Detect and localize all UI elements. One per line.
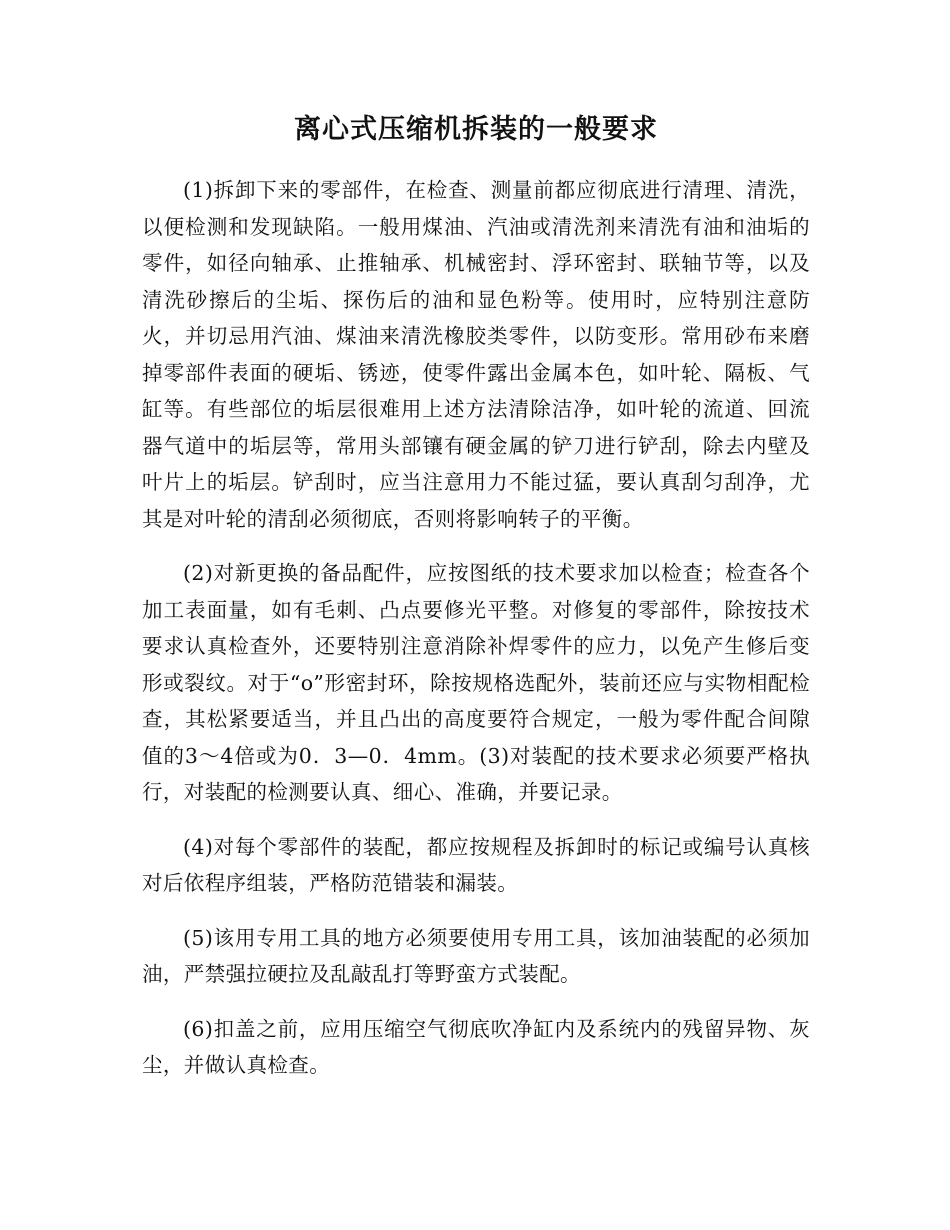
paragraph-5: (6)扣盖之前，应用压缩空气彻底吹净缸内及系统内的残留异物、灰尘，并做认真检查。 [142,1016,810,1077]
document-title: 离心式压缩机拆装的一般要求 [294,114,658,145]
paragraph-3: (4)对每个零部件的装配，都应按规程及拆卸时的标记或编号认真核对后依程序组装，严格防范错装和漏装。 [142,834,810,895]
paragraph-2: (2)对新更换的备品配件，应按图纸的技术要求加以检查；检查各个加工表面量，如有毛刺、凸点要修光平整。对修复的零部件，除按技术要求认真检查外，还要特别注意消除补焊零件的应力，以免产生修后变形或裂纹。对于“o”形密封环，除按规格选配外，装前还应与实物相配检查，其松紧要适当，并且凸出的高度要符合规定，一般为零件配合间隙值的3～4倍或为0．3—0．4mm。(3)对装配的技术要求必须要严格执行，对装配的检测要认真、细心、准确，并要记录。 [142,561,810,804]
paragraph-1: (1)拆卸下来的零部件，在检查、测量前都应彻底进行清理、清洗，以便检测和发现缺陷。一般用煤油、汽油或清洗剂来清洗有油和油垢的零件，如径向轴承、止推轴承、机械密封、浮环密封、联轴节等，以及清洗砂擦后的尘垢、探伤后的油和显色粉等。使用时，应特别注意防火，并切忌用汽油、煤油来清洗橡胶类零件，以防变形。常用砂布来磨掉零部件表面的硬垢、锈迹，使零件露出金属本色，如叶轮、隔板、气缸等。有些部位的垢层很难用上述方法清除洁净，如叶轮的流道、回流器气道中的垢层等，常用头部镶有硬金属的铲刀进行铲刮，除去内壁及叶片上的垢层。铲刮时，应当注意用力不能过猛，要认真刮匀刮净，尤其是对叶轮的清刮必须彻底，否则将影响转子的平衡。 [142,178,810,531]
paragraph-4: (5)该用专用工具的地方必须要使用专用工具，该加油装配的必须加油，严禁强拉硬拉及乱敲乱打等野蛮方式装配。 [142,925,810,986]
